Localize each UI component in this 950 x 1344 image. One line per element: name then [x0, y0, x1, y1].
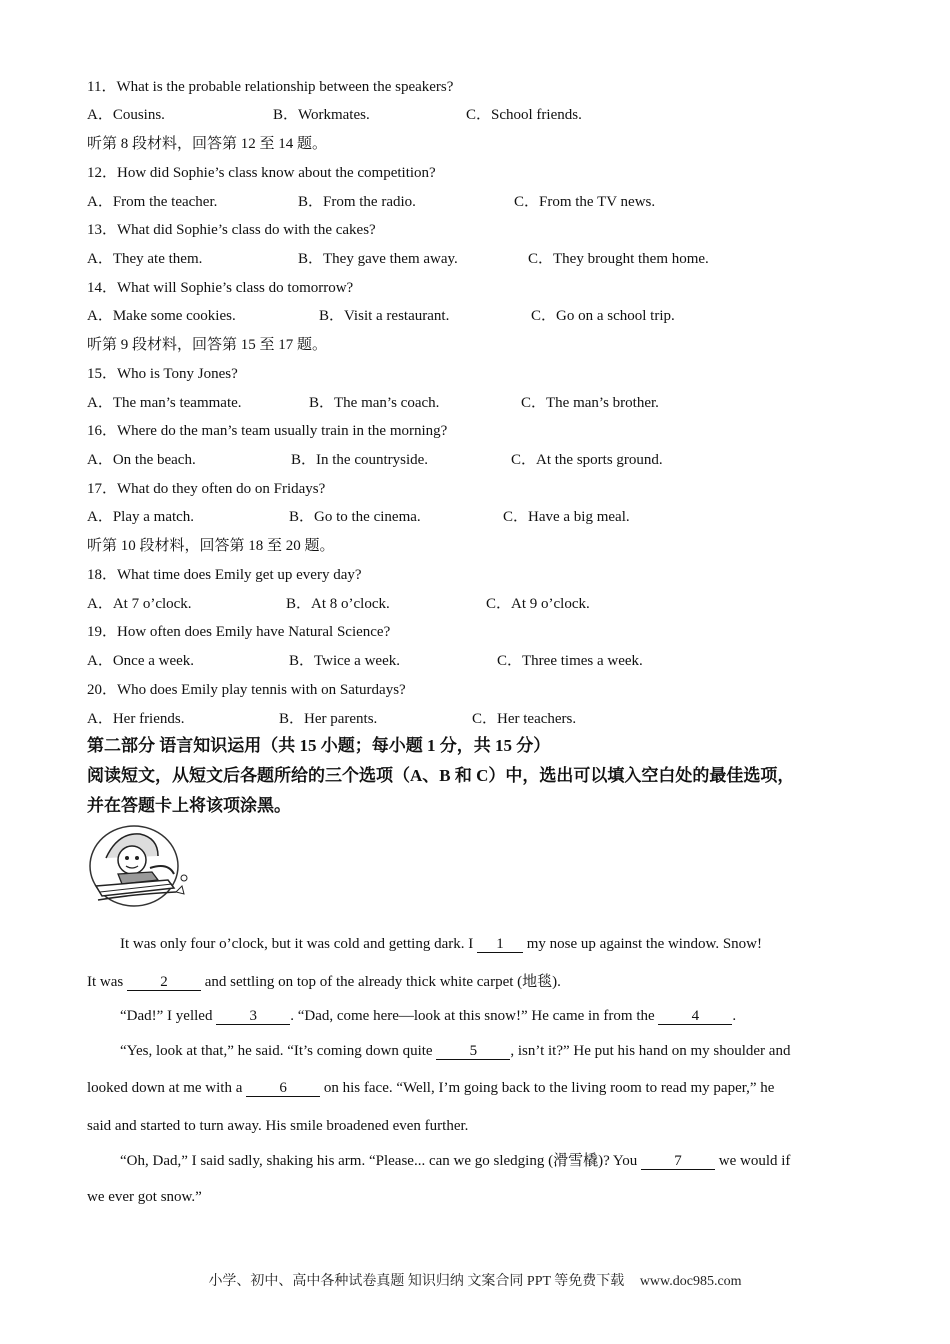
blank-1: 1 [477, 936, 523, 953]
passage-line: It was only four o’clock, but it was cold and getting dark. I 1 my nose up against the window. Snow! [120, 936, 763, 952]
passage-line: said and started to turn away. His smile broadened even further. [87, 1118, 469, 1134]
footer-url[interactable]: www.doc985.com [639, 1274, 742, 1289]
option-c: C．Three times a week. [497, 653, 643, 669]
passage-line: “Dad!” I yelled 3 . “Dad, come here—look at this snow!” He came in from the 4 . [120, 1008, 737, 1024]
option-b: B．Her parents. [279, 711, 378, 727]
instruction: 听第 8 段材料，回答第 12 至 14 题。 [87, 136, 328, 152]
option-a: A．Play a match. [87, 509, 195, 525]
option-b: B．In the countryside. [291, 452, 429, 468]
option-a: A．From the teacher. [87, 194, 218, 210]
option-b: B．Workmates. [273, 107, 370, 123]
page-footer [0, 1270, 950, 1290]
question-stem: 17．What do they often do on Fridays? [87, 481, 326, 497]
section-directions: 并在答题卡上将该项涂黑。 [87, 796, 291, 815]
question-stem: 14．What will Sophie’s class do tomorrow? [87, 280, 354, 296]
blank-2: 2 [127, 974, 201, 991]
question-stem: 20．Who does Emily play tennis with on Saturdays? [87, 682, 406, 698]
blank-7: 7 [641, 1153, 715, 1170]
option-b: B．Go to the cinema. [289, 509, 421, 525]
blank-4: 4 [658, 1008, 732, 1025]
section-title: 第二部分 语言知识运用（共 15 小题；每小题 1 分，共 15 分） [87, 736, 551, 755]
option-a: A．On the beach. [87, 452, 196, 468]
option-c: C．At 9 o’clock. [486, 596, 590, 612]
footer-text: 小学、初中、高中各种试卷真题 知识归纳 文案合同 PPT 等免费下载 [208, 1274, 625, 1289]
question-stem: 15．Who is Tony Jones? [87, 366, 238, 382]
section-directions: 阅读短文，从短文后各题所给的三个选项（A、B 和 C）中，选出可以填入空白处的最佳选项， [87, 766, 795, 785]
option-c: C．From the TV news. [514, 194, 656, 210]
instruction: 听第 10 段材料，回答第 18 至 20 题。 [87, 538, 335, 554]
question-stem: 19．How often does Emily have Natural Science? [87, 624, 391, 640]
blank-6: 6 [246, 1080, 320, 1097]
option-c: C．Go on a school trip. [531, 308, 675, 324]
option-a: A．Her friends. [87, 711, 185, 727]
passage-line: It was 2 and settling on top of the already thick white carpet (地毯). [87, 974, 561, 990]
option-b: B．From the radio. [298, 194, 416, 210]
question-stem: 18．What time does Emily get up every day? [87, 567, 362, 583]
blank-5: 5 [436, 1043, 510, 1060]
option-c: C．School friends. [466, 107, 582, 123]
option-c: C．The man’s brother. [521, 395, 659, 411]
option-a: A．At 7 o’clock. [87, 596, 192, 612]
option-a: A．They ate them. [87, 251, 203, 267]
passage-line: “Yes, look at that,” he said. “It’s coming down quite 5 , isn’t it?” He put his hand on my shoulder and [120, 1043, 791, 1059]
option-c: C．They brought them home. [528, 251, 709, 267]
option-a: A．Make some cookies. [87, 308, 236, 324]
blank-3: 3 [216, 1008, 290, 1025]
option-a: A．The man’s teammate. [87, 395, 242, 411]
option-c: C．Have a big meal. [503, 509, 630, 525]
option-b: B．Twice a week. [289, 653, 400, 669]
question-stem: 12．How did Sophie’s class know about the competition? [87, 165, 436, 181]
option-c: C．Her teachers. [472, 711, 577, 727]
sledging-child-illustration [88, 822, 188, 914]
option-b: B．At 8 o’clock. [286, 596, 390, 612]
passage-line: “Oh, Dad,” I said sadly, shaking his arm. “Please... can we go sledging (滑雪橇)? You 7 we would if [120, 1153, 791, 1169]
question-stem: 11．What is the probable relationship between the speakers? [87, 79, 454, 95]
instruction: 听第 9 段材料，回答第 15 至 17 题。 [87, 337, 328, 353]
passage-line: we ever got snow.” [87, 1189, 202, 1205]
question-stem: 13．What did Sophie’s class do with the cakes? [87, 222, 376, 238]
option-a: A．Cousins. [87, 107, 165, 123]
question-stem: 16．Where do the man’s team usually train in the morning? [87, 423, 448, 439]
passage-line: looked down at me with a 6 on his face. “Well, I’m going back to the living room to read my paper,” he [87, 1080, 775, 1096]
option-b: B．They gave them away. [298, 251, 458, 267]
option-b: B．Visit a restaurant. [319, 308, 450, 324]
option-a: A．Once a week. [87, 653, 195, 669]
option-c: C．At the sports ground. [511, 452, 663, 468]
option-b: B．The man’s coach. [309, 395, 440, 411]
